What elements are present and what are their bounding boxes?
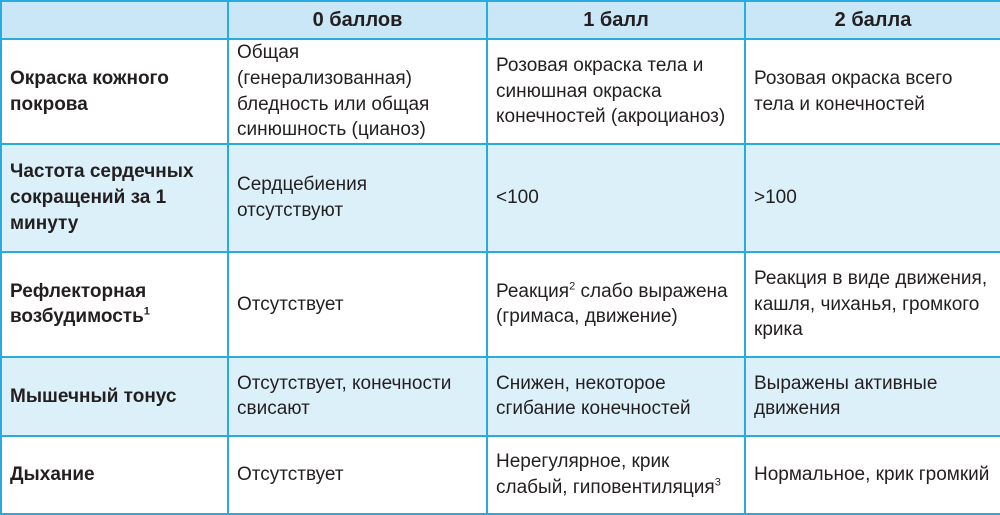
footnote-marker: 2 bbox=[569, 280, 576, 293]
row-criterion: Дыхание bbox=[1, 436, 228, 514]
table-cell: Нормальное, крик громкий bbox=[745, 436, 1000, 514]
row-criterion: Частота сердечных сокращений за 1 минуту bbox=[1, 144, 228, 252]
row-criterion: Рефлекторная возбудимость bbox=[10, 280, 147, 328]
header-2-points: 2 балла bbox=[745, 1, 1000, 39]
table-cell: Розовая окраска всего тела и конечностей bbox=[745, 39, 1000, 144]
cell-text: Нерегулярное, крик слабый, гиповентиляция bbox=[496, 451, 715, 498]
table-row bbox=[1, 357, 1000, 435]
row-criterion-cell bbox=[1, 252, 228, 358]
header-corner bbox=[1, 1, 228, 39]
cell-text-rest: слабо выражена (гримаса, движение) bbox=[496, 280, 728, 328]
table-row bbox=[1, 144, 1000, 252]
table-cell: Снижен, некоторое сгибание конечностей bbox=[487, 357, 745, 435]
table-cell: Отсутствует, конечности свисают bbox=[228, 357, 487, 435]
table-cell: >100 bbox=[745, 144, 1000, 252]
table-row bbox=[1, 252, 1000, 358]
table-cell bbox=[487, 436, 745, 514]
table-row bbox=[1, 436, 1000, 514]
table-cell: Выражены активные движения bbox=[745, 357, 1000, 435]
table-cell: Реакция в виде движения, кашля, чиханья, громкого крика bbox=[745, 252, 1000, 358]
table-cell: Общая (генерализованная) бледность или общая синюшность (цианоз) bbox=[228, 39, 487, 144]
cell-text: Реакция bbox=[496, 280, 570, 302]
table-row bbox=[1, 39, 1000, 144]
table-cell bbox=[487, 252, 745, 358]
footnote-marker: 1 bbox=[143, 306, 150, 319]
header-0-points: 0 баллов bbox=[228, 1, 487, 39]
footnote-marker: 3 bbox=[714, 476, 721, 489]
table-cell: Отсутствует bbox=[228, 252, 487, 358]
table-cell: Отсутствует bbox=[228, 436, 487, 514]
table-cell: Сердцебиения отсутствуют bbox=[228, 144, 487, 252]
header-row bbox=[1, 1, 1000, 39]
header-1-point: 1 балл bbox=[487, 1, 745, 39]
table-cell: <100 bbox=[487, 144, 745, 252]
table-cell: Розовая окраска тела и синюшная окраска конечностей (акроцианоз) bbox=[487, 39, 745, 144]
row-criterion: Окраска кожного покрова bbox=[1, 39, 228, 144]
row-criterion: Мышечный тонус bbox=[1, 357, 228, 435]
